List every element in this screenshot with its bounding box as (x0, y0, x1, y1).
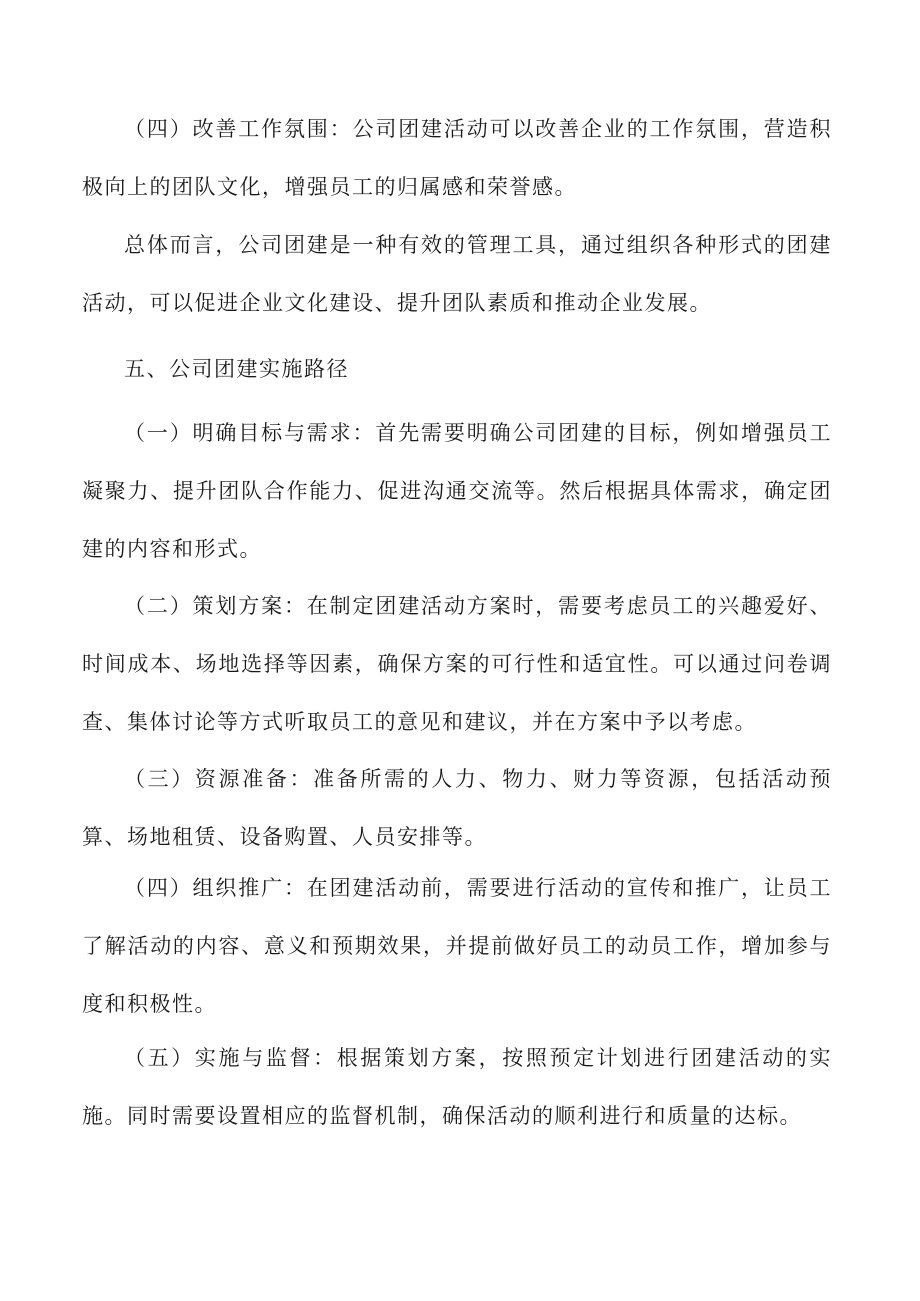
paragraph-improve-atmosphere: （四）改善工作氛围：公司团建活动可以改善企业的工作氛围，营造积极向上的团队文化，增强员工的归属感和荣誉感。 (82, 117, 832, 199)
step-promotion: （四）组织推广：在团建活动前，需要进行活动的宣传和推广，让员工了解活动的内容、意义和预期效果，并提前做好员工的动员工作，增加参与度和积极性。 (82, 876, 832, 1016)
paragraph-summary: 总体而言，公司团建是一种有效的管理工具，通过组织各种形式的团建活动，可以促进企业文化建设、提升团队素质和推动企业发展。 (82, 233, 832, 315)
step-plan-scheme: （二）策划方案：在制定团建活动方案时，需要考虑员工的兴趣爱好、时间成本、场地选择等因素，确保方案的可行性和适宜性。可以通过问卷调查、集体讨论等方式听取员工的意见和建议，并在方案中予以考虑。 (82, 594, 832, 734)
step-implement-supervise: （五）实施与监督：根据策划方案，按照预定计划进行团建活动的实施。同时需要设置相应的监督机制，确保活动的顺利进行和质量的达标。 (82, 1046, 832, 1128)
step-resource-prep: （三）资源准备：准备所需的人力、物力、财力等资源，包括活动预算、场地租赁、设备购置、人员安排等。 (82, 767, 832, 849)
section-heading: 五、公司团建实施路径 (124, 357, 349, 381)
step-define-goals: （一）明确目标与需求：首先需要明确公司团建的目标，例如增强员工凝聚力、提升团队合作能力、促进沟通交流等。然后根据具体需求，确定团建的内容和形式。 (82, 421, 832, 561)
